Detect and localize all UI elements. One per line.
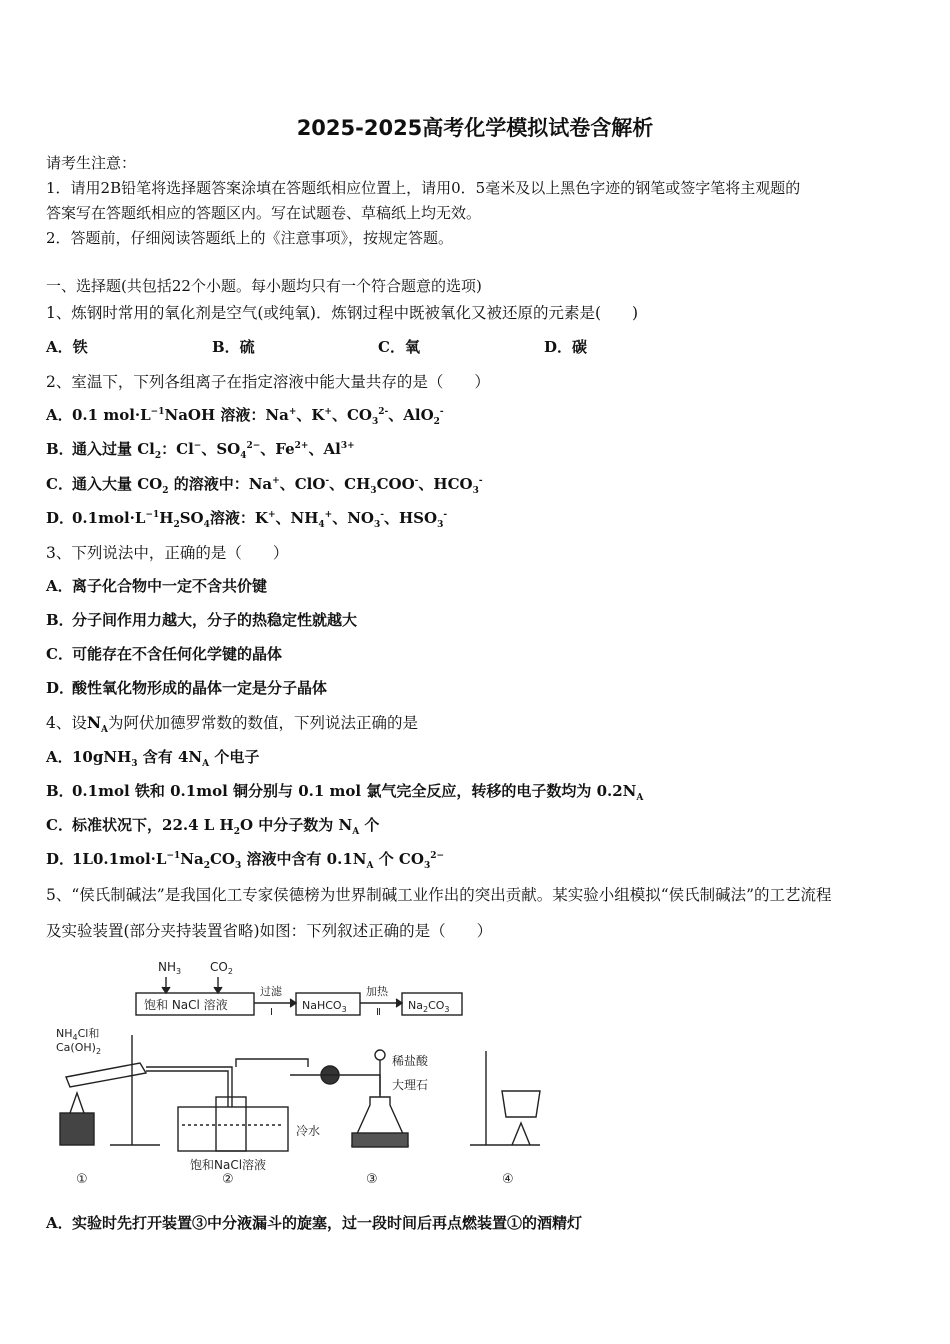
apparatus-label-4: ④ (502, 1172, 514, 1187)
step1-number: Ⅰ (270, 1007, 273, 1018)
q5-option-a-text: 实验时先打开装置③中分液漏斗的旋塞，过一段时间后再点燃装置①的酒精灯 (72, 1214, 583, 1232)
q3-option-c-text: 可能存在不含任何化学键的晶体 (72, 645, 283, 663)
test-tube (66, 1063, 146, 1087)
q3-option-d-text: 酸性氧化物形成的晶体一定是分子晶体 (72, 679, 328, 697)
question-4-stem: 4、设$N_A$为阿伏加德罗常数的数值，下列说法正确的是 (46, 713, 419, 736)
q3-option-a: A．离子化合物中一定不含共价键 (46, 577, 268, 595)
apparatus-diagram (40, 955, 560, 1190)
question-1-stem: 1、炼钢时常用的氧化剂是空气(或纯氧)．炼钢过程中既被氧化又被还原的元素是( ) (46, 304, 639, 322)
reagent-nh4cl: $NH_4Cl$和 (56, 1027, 100, 1042)
cold-water-label: 冷水 (296, 1124, 321, 1138)
q4-option-a: A．10gNH$_3$ 含有 $4N_A$ 个电子 (46, 748, 260, 769)
q4-option-b: B．0.1mol 铁和 0.1mol 铜分别与 0.1 mol 氯气完全反应，转移的电子数均为 $0.2N_A$ (46, 782, 644, 803)
q3-option-d: D．酸性氧化物形成的晶体一定是分子晶体 (46, 679, 328, 697)
q3-option-b-text: 分子间作用力越大，分子的热稳定性就越大 (72, 611, 358, 629)
notice-line-2: 2．答题前，仔细阅读答题纸上的《注意事项》，按规定答题。 (46, 229, 454, 247)
q1-option-c: C．氧 (378, 338, 420, 356)
q4-stem-pre: 4、设 (46, 714, 87, 732)
q3-option-b: B．分子间作用力越大，分子的热稳定性就越大 (46, 611, 358, 629)
q4-stem-post: 为阿伏加德罗常数的数值，下列说法正确的是 (108, 714, 419, 732)
apparatus-label-1: ① (76, 1172, 88, 1187)
notice-line-1a: 1．请用2B铅笔将选择题答案涂填在答题纸相应位置上，请用0．5毫米及以上黑色字迹的钢笔或签字笔将主观题的 (46, 179, 801, 197)
hcl-label: 稀盐酸 (392, 1054, 429, 1068)
q3-option-c: C．可能存在不含任何化学键的晶体 (46, 645, 283, 663)
q4-option-c: C．标准状况下，22.4 L $H_2O$ 中分子数为 $N_A$ 个 (46, 816, 380, 837)
beaker-4 (502, 1091, 540, 1117)
q1-option-d: D．碳 (544, 338, 588, 356)
q2-option-c: C．通入大量 $CO_2$ 的溶液中：Na+、ClO-、$CH_3COO^-$、$HCO_3^-$ (46, 475, 483, 496)
apparatus-label-3: ③ (366, 1172, 378, 1187)
q1-option-b: B．硫 (212, 338, 255, 356)
dropping-funnel (375, 1050, 385, 1060)
question-5-stem-1: 5、“侯氏制碱法”是我国化工专家侯德榜为世界制碱工业作出的突出贡献。某实验小组模拟“侯氏制碱法”的工艺流程 (46, 886, 832, 904)
flow-box-nahco3-text: NaHCO$_3$ (302, 999, 347, 1014)
page-title: 2025-2025高考化学模拟试卷含解析 (296, 116, 654, 140)
q2-option-d: D．$0.1mol\cdot L^{-1}H_2SO_4$溶液：K+、$NH_4^+$、$NO_3^-$、$HSO_3^-$ (46, 509, 448, 530)
flame-1 (70, 1093, 84, 1113)
flow-box-nacl-text: 饱和 NaCl 溶液 (144, 998, 228, 1012)
step2-label: 加热 (366, 985, 388, 998)
reagent-caoh2: $Ca(OH)_2$ (56, 1041, 102, 1056)
marble-label: 大理石 (392, 1078, 429, 1092)
gas-bottle (216, 1097, 246, 1151)
notice-line-1b: 答案写在答题纸相应的答题区内。写在试题卷、草稿纸上均无效。 (46, 204, 482, 222)
question-3-stem: 3、下列说法中，正确的是（ ） (46, 544, 289, 562)
co2-label: $CO_2$ (210, 960, 233, 976)
q2-option-a: A．0.1 $mol\cdot L^{-1}NaOH$ 溶液：Na+、K+、$CO_3^{2-}$、AlO$_2$- (46, 406, 444, 427)
spirit-lamp-4 (512, 1123, 530, 1145)
step1-label: 过滤 (260, 985, 282, 998)
q1-option-a: A．铁 (46, 338, 88, 356)
step2-number: Ⅱ (376, 1007, 381, 1018)
q2-option-b: B．通入过量 $Cl_2$：Cl−、$SO_4^{2-}$、$Fe^{2+}$、$Al^{3+}$ (46, 440, 355, 461)
question-1-options (46, 336, 710, 357)
marble-chips (352, 1133, 408, 1147)
nh3-label: $NH_3$ (158, 960, 182, 976)
q3-option-a-text: 离子化合物中一定不含共价键 (72, 577, 268, 595)
question-5-stem-2: 及实验装置(部分夹持装置省略)如图：下列叙述正确的是（ ） (46, 922, 493, 940)
section-heading: 一、选择题(共包括22个小题。每小题均只有一个符合题意的选项) (46, 277, 482, 295)
q5-option-a: A．实验时先打开装置③中分液漏斗的旋塞，过一段时间后再点燃装置①的酒精灯 (46, 1214, 583, 1232)
notice-heading: 请考生注意： (46, 154, 137, 172)
question-2-stem: 2、室温下，下列各组离子在指定溶液中能大量共存的是（ ） (46, 373, 490, 391)
q4-option-d: D．$1L0.1mol\cdot L^{-1}Na_2CO_3$ 溶液中含有 $0.1N_A$ 个 $CO_3^{2-}$ (46, 850, 445, 871)
spirit-lamp-1 (60, 1113, 94, 1145)
sat-nacl-label: 饱和NaCl溶液 (190, 1158, 267, 1172)
flow-box-na2co3-text: $Na_2CO_3$ (408, 999, 450, 1014)
apparatus-label-2: ② (222, 1172, 234, 1187)
cold-water-bath (178, 1107, 288, 1151)
